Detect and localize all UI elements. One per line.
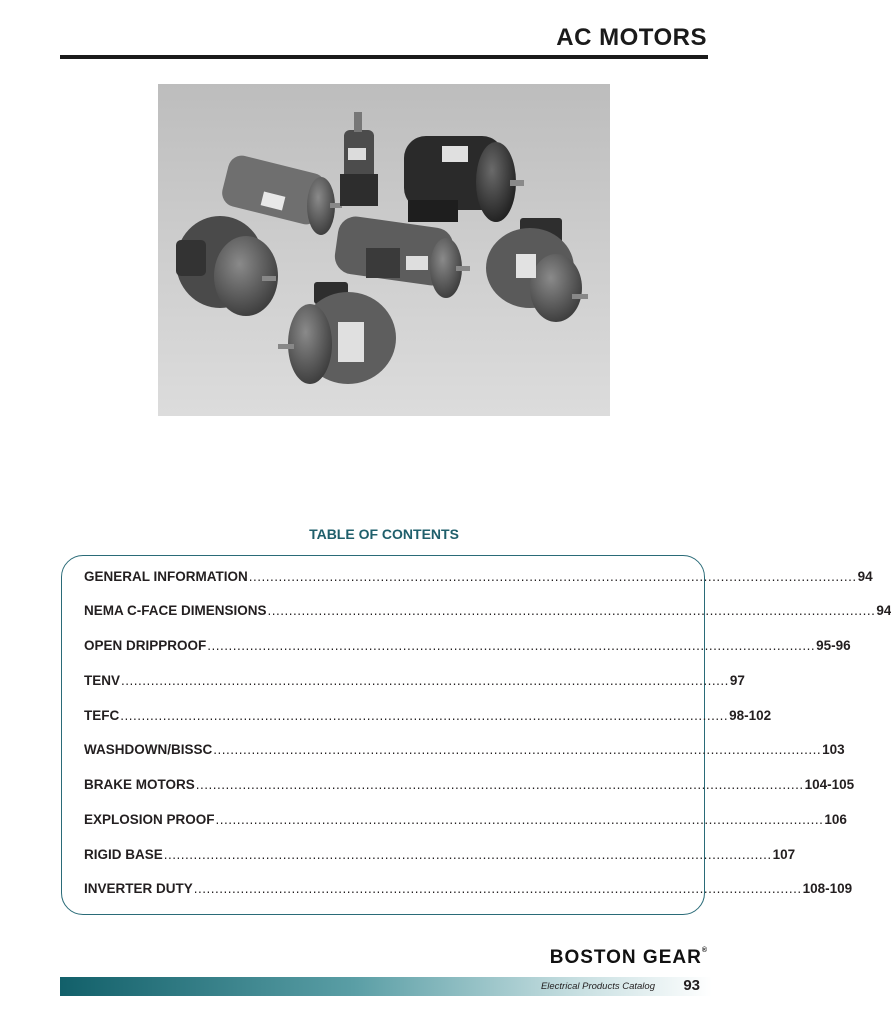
toc-entry[interactable] <box>84 673 745 691</box>
dot-leader: ............................................................................................................................................... <box>248 569 857 584</box>
motor-image-2 <box>340 112 378 206</box>
toc-entry-label: TEFC <box>84 708 120 723</box>
toc-entry-label: BRAKE MOTORS <box>84 777 195 792</box>
page-number: 93 <box>683 977 700 994</box>
motor-image-7 <box>278 282 396 384</box>
toc-box <box>61 555 891 915</box>
toc-entry-label: WASHDOWN/BISSC <box>84 742 213 757</box>
dot-leader: ............................................................................................................................................... <box>213 742 822 757</box>
toc-entry-label: RIGID BASE <box>84 847 163 862</box>
dot-leader: ............................................................................................................................................... <box>215 812 824 827</box>
motor-image-6 <box>486 218 588 322</box>
dot-leader: ............................................................................................................................................... <box>163 847 772 862</box>
brand-name: BOSTON GEAR <box>549 947 702 968</box>
toc-heading: TABLE OF CONTENTS <box>309 526 459 542</box>
toc-entry-page: 95-96 <box>816 638 851 653</box>
dot-leader: ............................................................................................................................................... <box>267 603 876 618</box>
motors-illustration <box>158 84 610 416</box>
brand-logo <box>550 947 707 969</box>
dot-leader: ............................................................................................................................................... <box>193 881 802 896</box>
toc-entry-label: NEMA C-FACE DIMENSIONS <box>84 603 267 618</box>
toc-entry-label: INVERTER DUTY <box>84 881 193 896</box>
toc-entry[interactable] <box>84 603 891 621</box>
dot-leader: ............................................................................................................................................... <box>195 777 804 792</box>
toc-entry[interactable] <box>84 881 853 899</box>
toc-entry-page: 106 <box>824 812 847 827</box>
toc-entry-page: 104-105 <box>804 777 855 792</box>
toc-entry-page: 97 <box>729 673 745 688</box>
toc-entry[interactable] <box>84 777 855 795</box>
motors-photo <box>158 84 610 416</box>
registered-mark: ® <box>701 947 707 954</box>
title-rule <box>60 55 708 59</box>
dot-leader: ............................................................................................................................................... <box>121 673 729 688</box>
toc-entry-page: 103 <box>822 742 845 757</box>
toc-entry[interactable] <box>84 569 873 587</box>
toc-entry-label: OPEN DRIPPROOF <box>84 638 207 653</box>
toc-entry[interactable] <box>84 708 772 726</box>
motor-image-5 <box>333 214 470 298</box>
toc-entry-page: 94 <box>857 569 873 584</box>
toc-entry-page: 107 <box>772 847 796 862</box>
motor-image-3 <box>404 136 524 222</box>
toc-entry[interactable] <box>84 847 796 865</box>
toc-entry-label: EXPLOSION PROOF <box>84 812 215 827</box>
toc-entry[interactable] <box>84 742 845 760</box>
catalog-name: Electrical Products Catalog <box>540 981 655 992</box>
dot-leader: ............................................................................................................................................... <box>120 708 729 723</box>
toc-entry-label: TENV <box>84 673 121 688</box>
toc-entry[interactable] <box>84 638 851 656</box>
toc-entry-page: 98-102 <box>729 708 772 723</box>
toc-entry-label: GENERAL INFORMATION <box>84 569 248 584</box>
toc-entry[interactable] <box>84 812 847 830</box>
toc-entry-page: 108-109 <box>802 881 853 896</box>
toc-entry-page: 94 <box>876 603 891 618</box>
dot-leader: ............................................................................................................................................... <box>207 638 816 653</box>
page-title: AC MOTORS <box>556 24 707 51</box>
motor-image-4 <box>176 216 278 316</box>
